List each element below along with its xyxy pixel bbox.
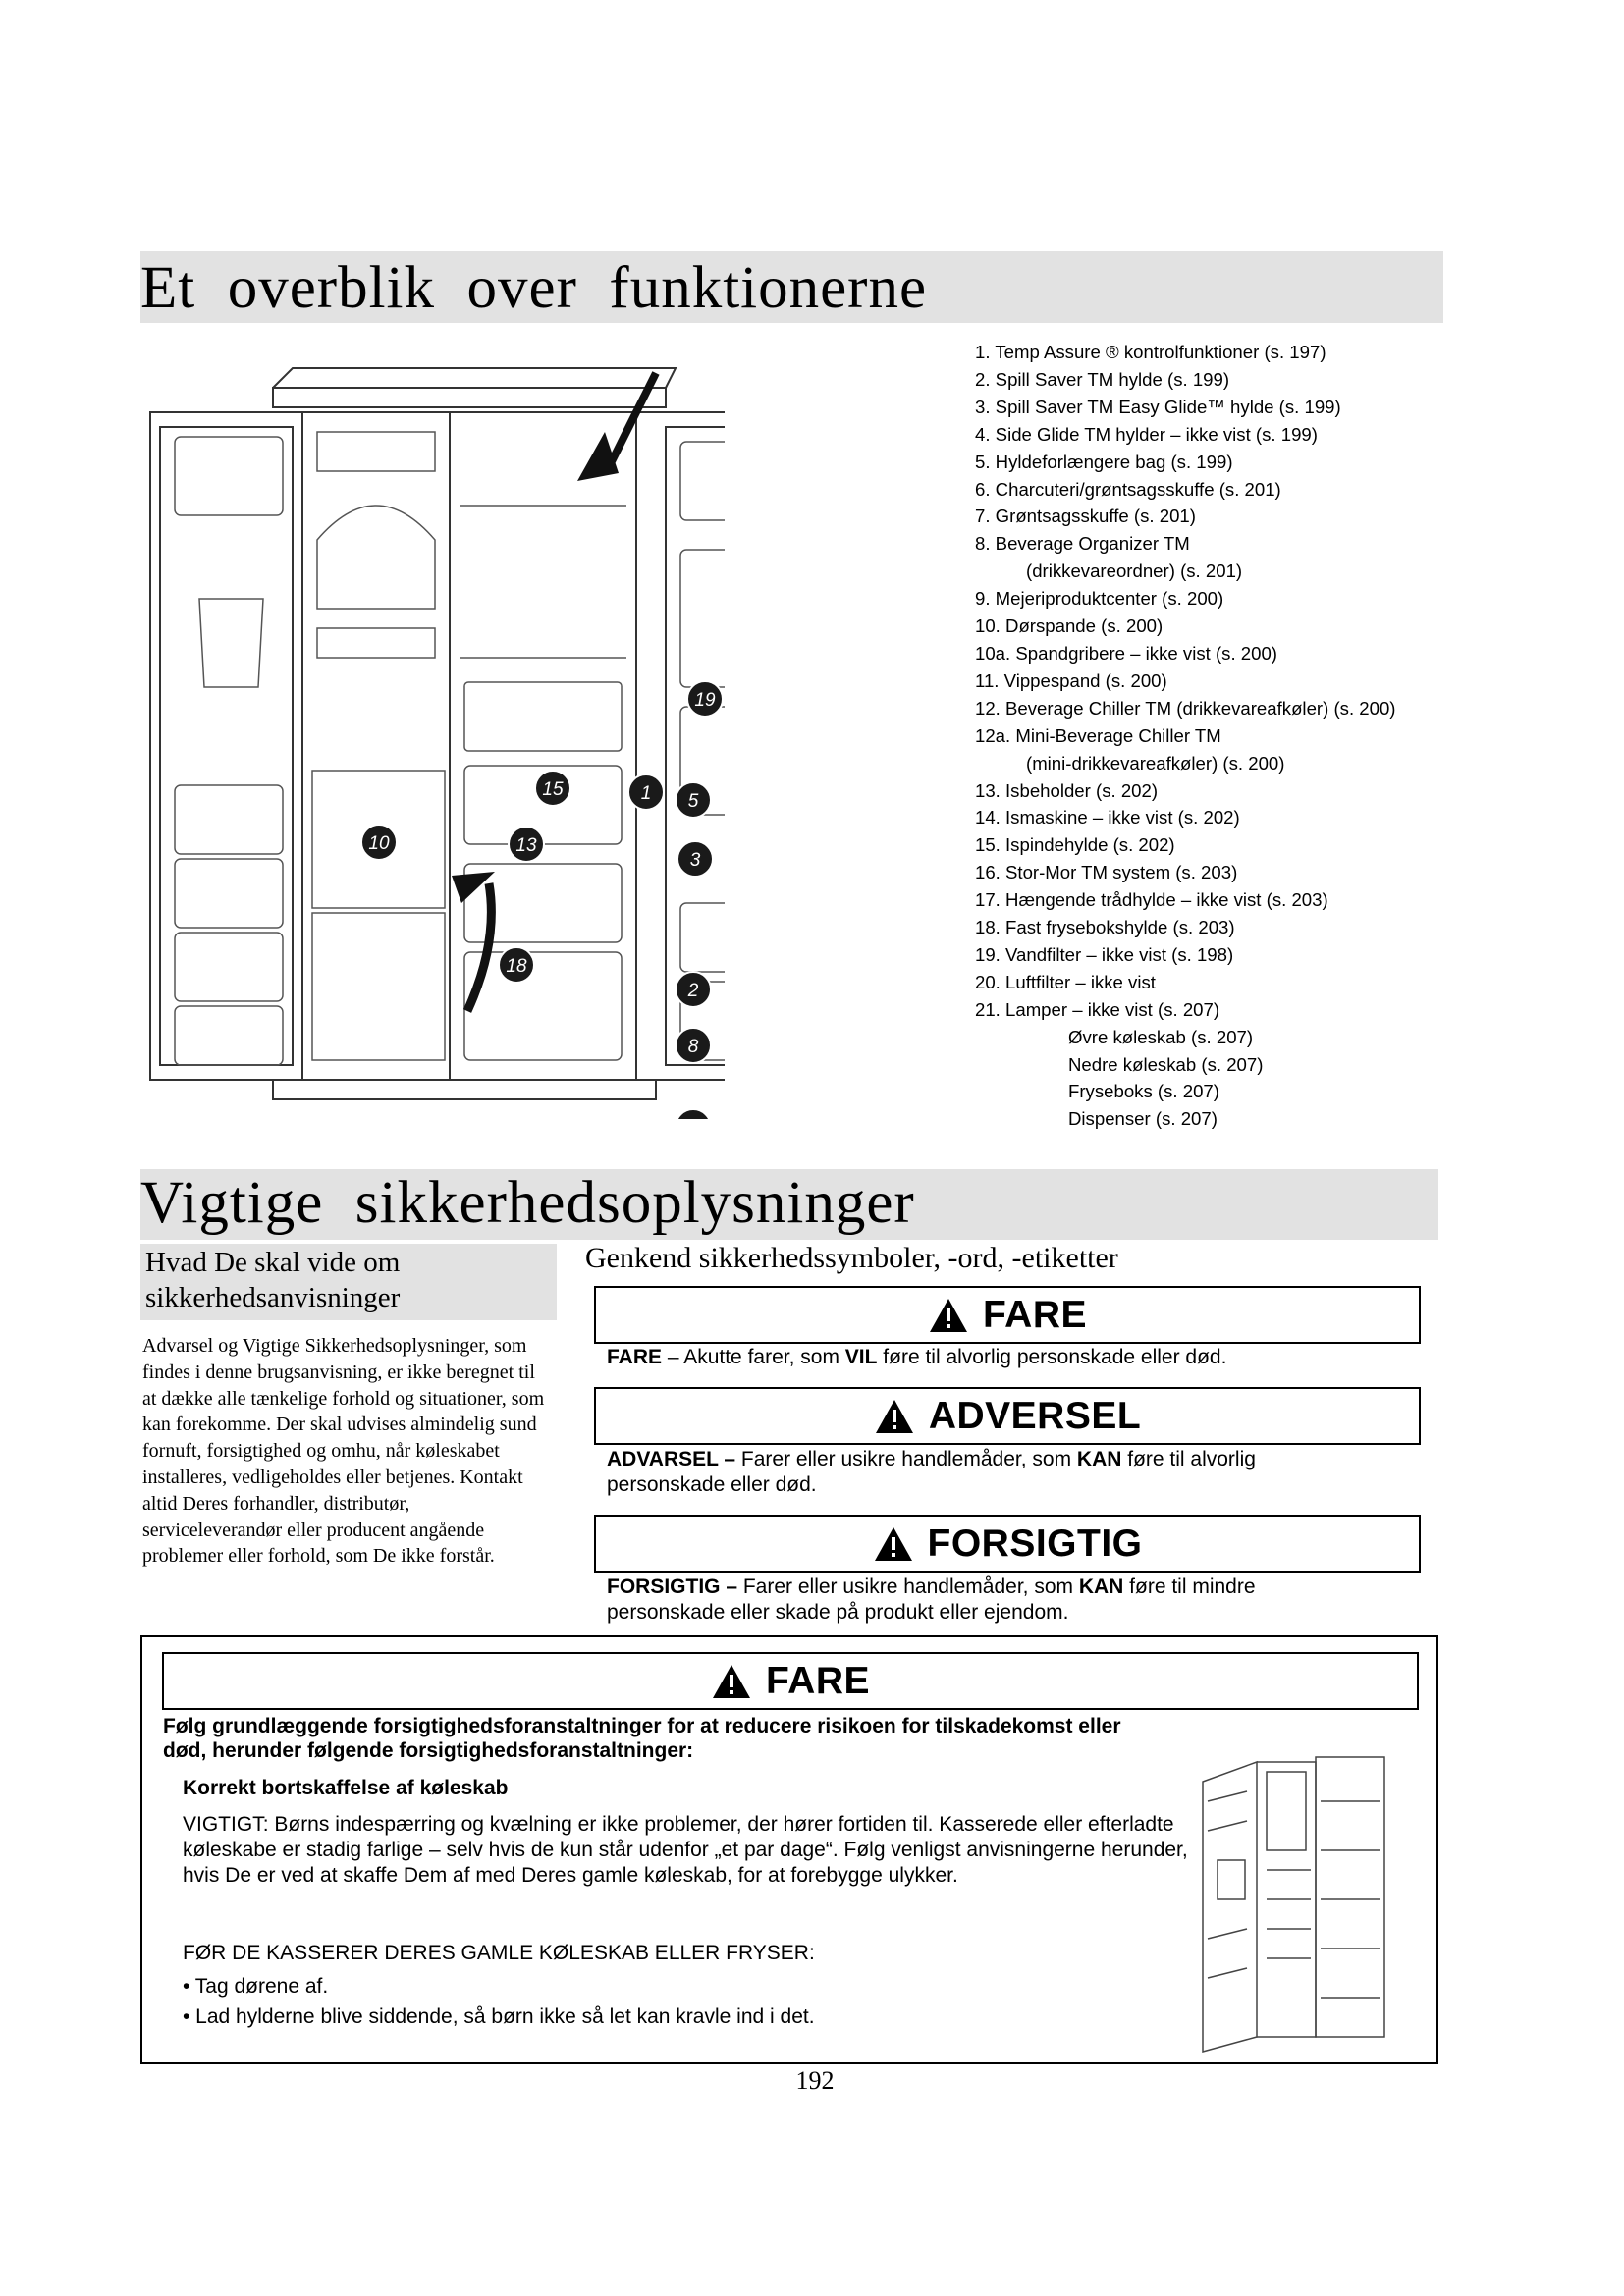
important-text: : Børns indespærring og kvælning er ikke problemer, der hører fortiden til. Kasserede eller efterladte køleskabe er stadig farlige – selv hvis de kun står udenfor „et par dage“. Følg venligst anvisningerne herunder, hvis De er ved at skaffe Dem af med Deres gamle køleskab, for at forebygge ulykker. <box>183 1813 1188 1887</box>
signal-word: FORSIGTIG <box>927 1522 1143 1565</box>
bullet-item: • Tag dørene af. <box>183 1975 329 1998</box>
legend-item: 16. Stor-Mor TM system (s. 203) <box>975 862 1238 883</box>
warning-icon <box>873 1525 914 1563</box>
callout-label: 13 <box>515 835 537 856</box>
legend-item: 9. Mejeriproduktcenter (s. 200) <box>975 588 1224 610</box>
legend-item: Nedre køleskab (s. 207) <box>1068 1053 1264 1075</box>
callout-label: 15 <box>542 779 564 800</box>
legend-item: 20. Luftfilter – ikke vist <box>975 971 1156 992</box>
legend-item: 19. Vandfilter – ikke vist (s. 198) <box>975 943 1234 965</box>
callout-label: 18 <box>506 956 527 977</box>
legend-item: (drikkevareordner) (s. 201) <box>1026 561 1243 582</box>
legend-item: 14. Ismaskine – ikke vist (s. 202) <box>975 807 1240 828</box>
important-label: VIGTIGT <box>183 1813 263 1836</box>
legend-item: 1. Temp Assure ® kontrolfunktioner (s. 197) <box>975 342 1326 362</box>
callout-label: 5 <box>687 791 699 812</box>
signal-key: KAN <box>1076 1448 1122 1470</box>
right-heading: Genkend sikkerhedssymboler, -ord, -etiketter <box>585 1242 1118 1274</box>
legend-item: 17. Hængende trådhylde – ikke vist (s. 203) <box>975 889 1328 911</box>
before-heading: FØR DE KASSERER DERES GAMLE KØLESKAB ELLER FRYSER: <box>183 1942 815 1964</box>
legend-item: Øvre køleskab (s. 207) <box>1068 1026 1254 1047</box>
legend-item: 10. Dørspande (s. 200) <box>975 615 1164 637</box>
signal-word: ADVERSEL <box>928 1394 1142 1437</box>
legend-item: 21. Lamper – ikke vist (s. 207) <box>975 998 1220 1020</box>
open-fridge-illustration <box>1198 1742 1394 2056</box>
signal-rest: føre til alvorlig personskade eller død. <box>877 1346 1227 1368</box>
legend-item: (mini-drikkevareafkøler) (s. 200) <box>1026 752 1285 774</box>
legend-item: 8. Beverage Organizer TM <box>975 533 1190 555</box>
forsigtig-description <box>607 1575 1353 1626</box>
signal-lead: FORSIGTIG – <box>607 1575 738 1598</box>
signal-key: KAN <box>1078 1575 1124 1598</box>
adversel-signal-box <box>594 1387 1421 1445</box>
advarsel-description <box>607 1447 1353 1498</box>
signal-word: FARE <box>982 1293 1087 1336</box>
safety-title: Vigtige sikkerhedsoplysninger <box>140 1170 915 1236</box>
callout-label: 10 <box>368 833 390 854</box>
legend-item: 2. Spill Saver TM hylde (s. 199) <box>975 368 1230 390</box>
legend-item: 6. Charcuteri/grøntsagsskuffe (s. 201) <box>975 478 1281 500</box>
callout-label: 1 <box>640 783 652 804</box>
signal-rest: føre til mindre personskade eller skade på produkt eller ejendom. <box>607 1575 1256 1624</box>
signal-lead: FARE <box>607 1346 663 1368</box>
signal-word: FARE <box>765 1659 870 1702</box>
legend-item: 18. Fast frysebokshylde (s. 203) <box>975 917 1235 938</box>
callout-label: 2 <box>687 981 699 1001</box>
bullet-item: • Lad hylderne blive siddende, så børn ikke så let kan kravle ind i det. <box>183 2005 815 2028</box>
left-body: Advarsel og Vigtige Sikkerhedsoplysninger, som findes i denne brugsanvisning, er ikke beregnet til at dække alle tænkelige forhold og situationer, som kan forekomme. Der skal udvises almindelig sund fornuft, forsigtighed og omhu, når køleskabet installeres, vedligeholdes eller betjenes. Kontakt altid Deres forhandler, distributør, serviceleverandør eller producent angående problemer eller forhold, som De ikke forstår. <box>142 1335 545 1568</box>
warning-icon <box>711 1663 752 1700</box>
legend-item: Fryseboks (s. 207) <box>1068 1081 1219 1102</box>
legend-item: 5. Hyldeforlængere bag (s. 199) <box>975 451 1233 472</box>
signal-dash: Farer eller usikre handlemåder, som <box>737 1575 1079 1598</box>
legend-item: 4. Side Glide TM hylder – ikke vist (s. 199) <box>975 423 1318 445</box>
legend-item: Dispenser (s. 207) <box>1068 1108 1218 1130</box>
danger-lead: Følg grundlæggende forsigtighedsforanstaltninger for at reducere risikoen for tilskadekomst eller død, herunder følgende forsigtighedsforanstaltninger: <box>163 1715 1121 1762</box>
fare-description <box>607 1345 1432 1370</box>
legend-item: 11. Vippespand (s. 200) <box>975 669 1167 691</box>
legend-item: 15. Ispindehylde (s. 202) <box>975 834 1175 856</box>
feature-legend <box>975 339 1603 1133</box>
overview-title: Et overblik over funktionerne <box>140 255 928 321</box>
callout-label: 19 <box>694 690 716 711</box>
fare-signal-box <box>594 1286 1421 1344</box>
danger-signal-box <box>162 1652 1419 1710</box>
forsigtig-signal-box <box>594 1515 1421 1573</box>
page-number: 192 <box>795 2066 835 2095</box>
legend-item: 13. Isbeholder (s. 202) <box>975 779 1159 801</box>
signal-rest: føre til alvorlig personskade eller død. <box>607 1448 1256 1496</box>
warning-icon <box>874 1398 915 1435</box>
legend-item: 7. Grøntsagsskuffe (s. 201) <box>975 506 1196 527</box>
legend-item: 3. Spill Saver TM Easy Glide™ hylde (s. 199) <box>975 396 1341 417</box>
callout-markers <box>355 681 725 1119</box>
legend-item: 12a. Mini-Beverage Chiller TM <box>975 724 1221 746</box>
signal-lead: ADVARSEL – <box>607 1448 736 1470</box>
signal-dash: Farer eller usikre handlemåder, som <box>735 1448 1077 1470</box>
left-heading: Hvad De skal vide om sikkerhedsanvisninger <box>145 1247 401 1313</box>
callout-label <box>688 1118 700 1119</box>
signal-dash: – Akutte farer, som <box>662 1346 845 1368</box>
legend-item: 12. Beverage Chiller TM (drikkevareafkøler) (s. 200) <box>975 697 1396 719</box>
danger-important <box>183 1812 1196 1889</box>
callout-label: 8 <box>687 1037 699 1057</box>
warning-icon <box>928 1297 969 1334</box>
signal-key: VIL <box>844 1346 878 1368</box>
callout-label: 3 <box>689 850 701 871</box>
legend-item: 10a. Spandgribere – ikke vist (s. 200) <box>975 642 1277 664</box>
danger-subhead: Korrekt bortskaffelse af køleskab <box>183 1777 509 1799</box>
refrigerator-diagram <box>145 334 725 1119</box>
